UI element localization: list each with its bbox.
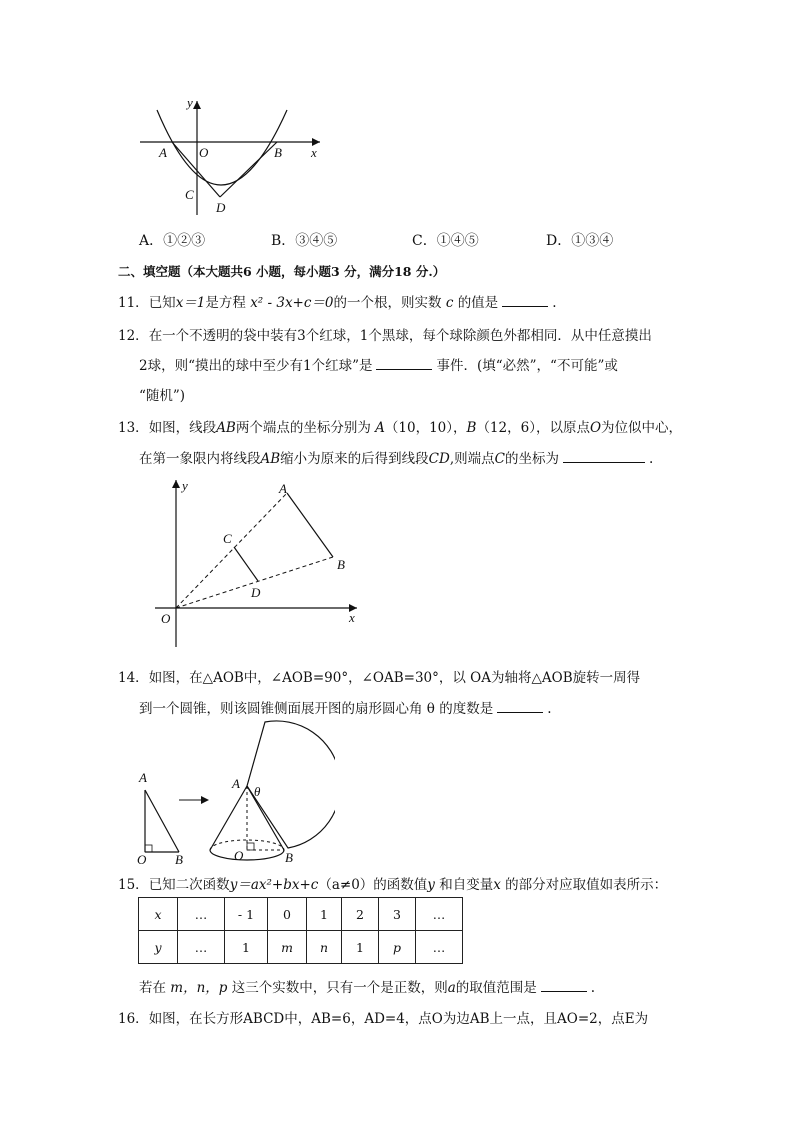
- q13-answer-blank: [563, 450, 645, 463]
- table-cell: x: [139, 898, 178, 931]
- q10-label-y: y: [187, 95, 193, 110]
- q12-line3: “随机”): [139, 388, 186, 404]
- q14-line2: 到一个圆锥，则该圆锥侧面展开图的扇形圆心角 θ 的度数是 .: [139, 701, 552, 717]
- q11: 11．已知x＝1是方程 x² - 3x+c＝0的一个根，则实数 c 的值是 .: [118, 295, 557, 311]
- q15-table: [138, 897, 463, 964]
- q16-line1: 16．如图，在长方形ABCD中，AB=6，AD=4，点O为边AB上一点，且AO=2，点E为: [118, 1011, 649, 1027]
- table-cell: …: [178, 931, 225, 964]
- q13-label-O: O: [161, 611, 171, 626]
- q13-label-D: D: [251, 585, 261, 600]
- q10-label-D: D: [216, 200, 226, 215]
- table-cell: 1: [342, 931, 379, 964]
- q13-line1: 13．如图，线段AB两个端点的坐标分别为 A（10，10），B（12，6），以原点O为位似中心，: [118, 420, 683, 436]
- q13-label-B: B: [337, 557, 345, 572]
- table-cell: 2: [342, 898, 379, 931]
- table-cell: 0: [268, 898, 307, 931]
- q10-label-x: x: [311, 145, 317, 160]
- q13-label-A: A: [279, 481, 287, 496]
- q14-label-B: B: [175, 852, 183, 867]
- q14-label-B2: B: [285, 850, 293, 865]
- q14-figure: [135, 718, 335, 868]
- table-cell: 1: [225, 931, 268, 964]
- q14-label-A2: A: [232, 776, 240, 791]
- q13-figure: [155, 475, 370, 650]
- q13-label-y: y: [182, 478, 188, 493]
- q14-label-O2: O: [234, 848, 244, 863]
- q14-answer-blank: [497, 700, 543, 713]
- q12-answer-blank: [376, 357, 432, 370]
- q13-label-C: C: [223, 531, 232, 546]
- table-cell: …: [178, 898, 225, 931]
- q13-label-x: x: [349, 610, 355, 625]
- table-cell: 1: [307, 898, 342, 931]
- table-row: [139, 931, 463, 964]
- table-cell: y: [139, 931, 178, 964]
- table-cell: …: [416, 931, 463, 964]
- q14-label-O: O: [137, 852, 147, 867]
- q10-option-d: D．①③④: [546, 233, 614, 249]
- q12-line1: 12．在一个不透明的袋中装有3个红球，1个黑球，每个球除颜色外都相同．从中任意摸出: [118, 328, 652, 344]
- table-row: [139, 898, 463, 931]
- q13-line2: 在第一象限内将线段AB缩小为原来的后得到线段CD,则端点C的坐标为 .: [139, 451, 654, 467]
- q15-line1: 15．已知二次函数y＝ax²+bx+c（a≠0）的函数值y 和自变量x 的部分对应取值如表所示：: [118, 877, 668, 893]
- table-cell: p: [379, 931, 416, 964]
- q10-label-C: C: [185, 187, 194, 202]
- q11-answer-blank: [502, 294, 548, 307]
- q14-line1: 14．如图，在△AOB中，∠AOB=90°，∠OAB=30°，以 OA为轴将△AOB旋转一周得: [118, 670, 641, 686]
- q15-line2: 若在 m，n，p 这三个实数中，只有一个是正数，则a的取值范围是 .: [139, 980, 596, 996]
- q10-option-a: A．①②③: [139, 233, 206, 249]
- q10-label-A: A: [159, 145, 167, 160]
- q12-line2: 2球，则“摸出的球中至少有1个红球”是 事件．(填“必然”，“不可能”或: [139, 358, 618, 374]
- table-cell: m: [268, 931, 307, 964]
- table-cell: - 1: [225, 898, 268, 931]
- q10-option-c: C．①④⑤: [412, 233, 479, 249]
- table-cell: …: [416, 898, 463, 931]
- section-title: 二、填空题（本大题共6 小题，每小题3 分，满分18 分.）: [118, 264, 446, 279]
- q14-label-theta: θ: [254, 784, 261, 799]
- table-cell: n: [307, 931, 342, 964]
- q15-answer-blank: [541, 979, 587, 992]
- table-cell: 3: [379, 898, 416, 931]
- q10-figure: [135, 95, 335, 220]
- q14-label-A: A: [139, 770, 147, 785]
- q10-label-O: O: [199, 145, 209, 160]
- q10-option-b: B．③④⑤: [271, 233, 338, 249]
- q10-label-B: B: [274, 145, 282, 160]
